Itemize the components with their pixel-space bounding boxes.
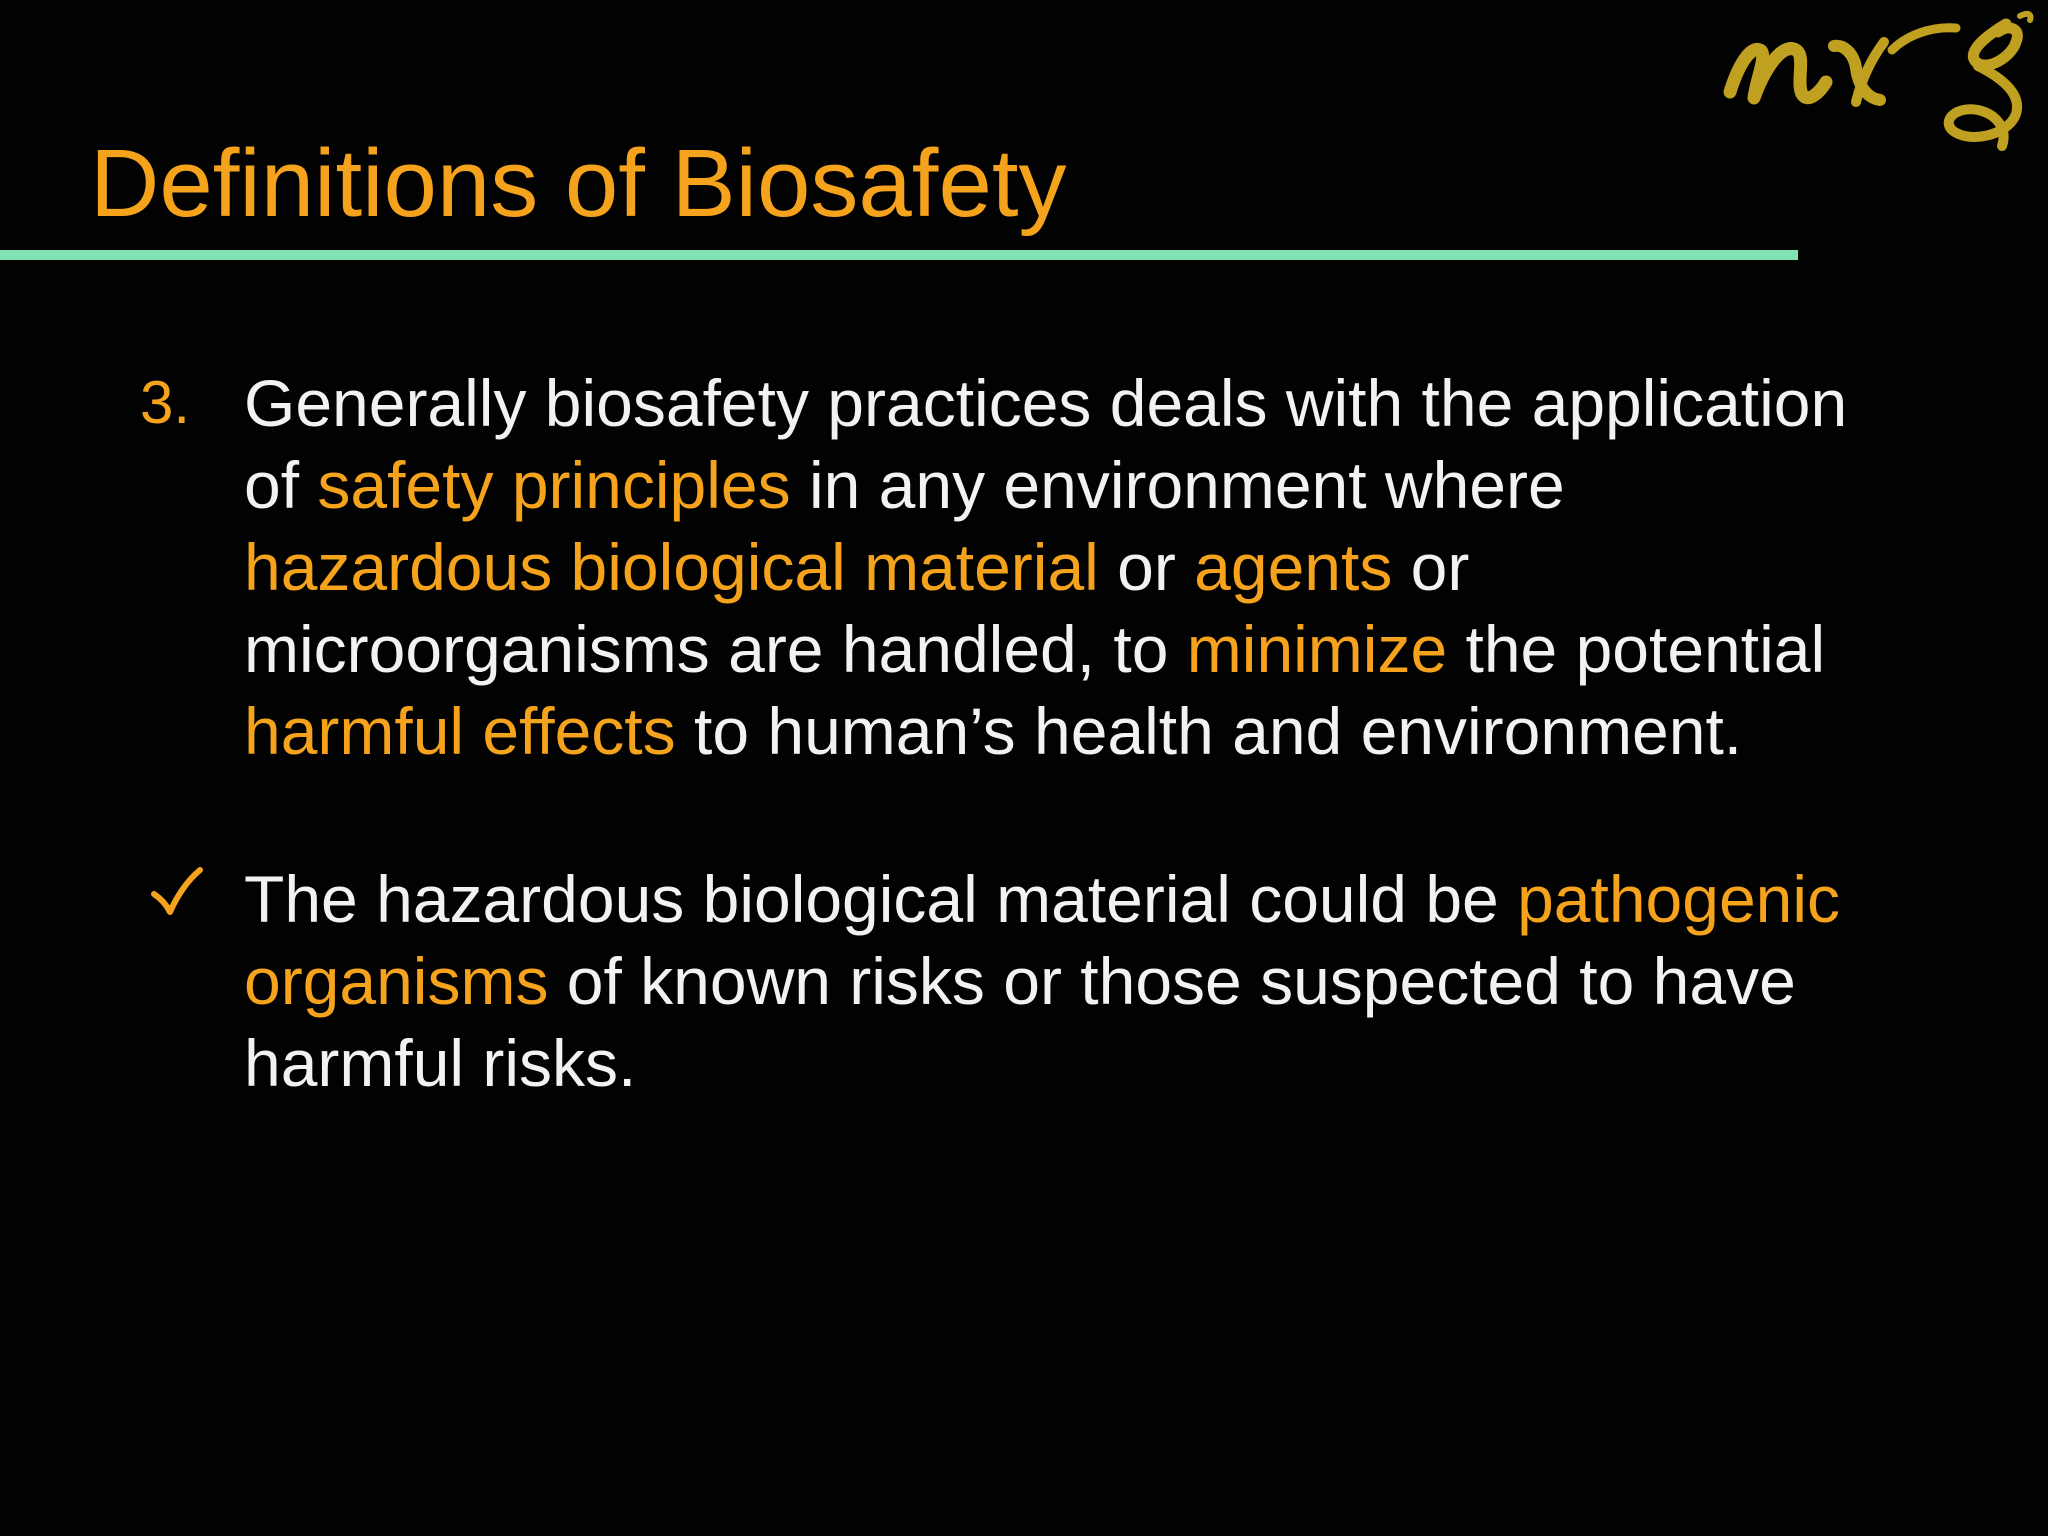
highlighted-term: pathogenic <box>1517 862 1841 936</box>
highlighted-term: organisms <box>244 944 549 1018</box>
text-line <box>244 858 1964 940</box>
highlighted-term: minimize <box>1186 612 1448 686</box>
text-line <box>244 940 1964 1022</box>
highlighted-term: safety principles <box>317 448 791 522</box>
text-run: Generally biosafety practices deals with the application <box>244 366 1848 440</box>
text-line <box>244 608 1964 690</box>
text-line <box>244 690 1964 772</box>
list-number: 3. <box>140 369 191 436</box>
text-line <box>244 526 1964 608</box>
list-item-text <box>244 362 1964 772</box>
checkmark-icon <box>148 864 204 920</box>
text-run: or <box>1392 530 1470 604</box>
text-run: The hazardous biological material could be <box>244 862 1518 936</box>
text-run: or <box>1098 530 1195 604</box>
text-run: harmful risks. <box>244 1026 637 1100</box>
slide-title: Definitions of Biosafety <box>90 130 1067 237</box>
highlighted-term: hazardous biological material <box>244 530 1099 604</box>
text-run: to human’s health and environment. <box>675 694 1743 768</box>
nrg-logo <box>1716 6 2036 156</box>
checklist-item-text <box>244 858 1964 1104</box>
text-line <box>244 1022 1964 1104</box>
highlighted-term: agents <box>1194 530 1393 604</box>
text-run: the potential <box>1447 612 1826 686</box>
text-line <box>244 362 1964 444</box>
text-run: microorganisms are handled, to <box>244 612 1187 686</box>
text-run: of <box>244 448 318 522</box>
text-run: in any environment where <box>790 448 1565 522</box>
title-underline <box>0 250 1798 260</box>
text-run: of known risks or those suspected to have <box>548 944 1796 1018</box>
text-line <box>244 444 1964 526</box>
highlighted-term: harmful effects <box>244 694 676 768</box>
